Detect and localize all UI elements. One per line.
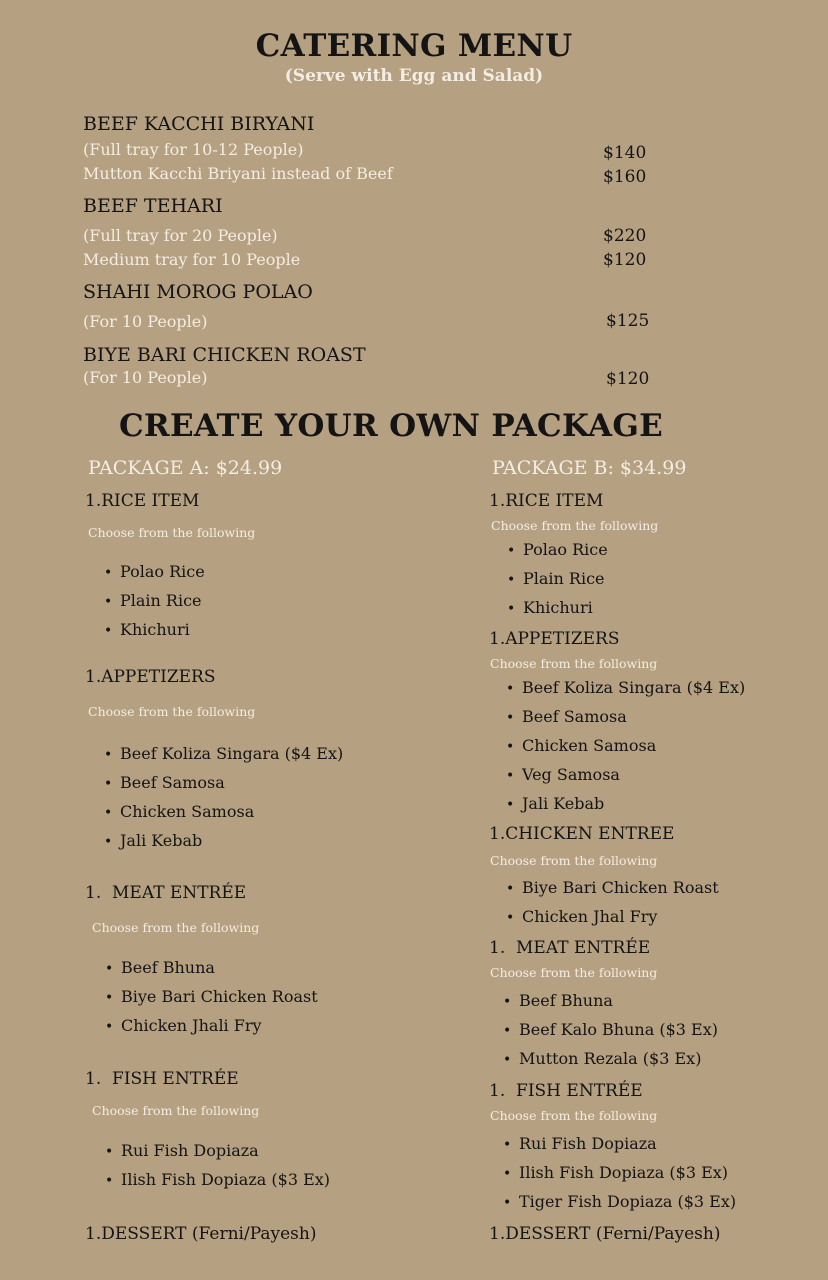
package-b-chicken-choose: Choose from the following bbox=[490, 853, 658, 868]
tehari-option-medium-tray: Medium tray for 10 People bbox=[83, 250, 301, 269]
package-a-fish-heading: 1. FISH ENTRÉE bbox=[85, 1069, 239, 1089]
package-b-chicken-item: • Biye Bari Chicken Roast bbox=[506, 878, 719, 897]
package-b-appetizer-item: • Chicken Samosa bbox=[506, 736, 656, 755]
tehari-price-full-tray: $220 bbox=[603, 226, 647, 246]
package-b-rice-item: • Khichuri bbox=[507, 598, 593, 617]
package-b-fish-heading: 1. FISH ENTRÉE bbox=[489, 1081, 643, 1101]
package-b-fish-item: • Ilish Fish Dopiaza ($3 Ex) bbox=[503, 1163, 728, 1182]
package-a-meat-item: • Chicken Jhali Fry bbox=[105, 1016, 262, 1035]
package-b-fish-item: • Tiger Fish Dopiaza ($3 Ex) bbox=[503, 1192, 736, 1211]
package-b-chicken-item: • Chicken Jhal Fry bbox=[506, 907, 657, 926]
tehari-option-full-tray: (Full tray for 20 People) bbox=[83, 226, 278, 245]
item-shahi-morog-polao: SHAHI MOROG POLAO bbox=[83, 281, 313, 303]
item-beef-tehari: BEEF TEHARI bbox=[83, 195, 223, 217]
package-a-appetizer-item: • Chicken Samosa bbox=[104, 802, 254, 821]
package-a-title: PACKAGE A: $24.99 bbox=[88, 457, 283, 479]
roast-option: (For 10 People) bbox=[83, 368, 208, 387]
package-b-rice-item: • Polao Rice bbox=[507, 540, 608, 559]
package-b-fish-item: • Rui Fish Dopiaza bbox=[503, 1134, 657, 1153]
kacchi-option-full-tray: (Full tray for 10-12 People) bbox=[83, 140, 304, 159]
package-a-meat-item: • Biye Bari Chicken Roast bbox=[105, 987, 318, 1006]
kacchi-price-mutton: $160 bbox=[603, 167, 647, 187]
package-a-appetizer-item: • Jali Kebab bbox=[104, 831, 202, 850]
package-b-appetizer-item: • Beef Samosa bbox=[506, 707, 627, 726]
package-b-meat-choose: Choose from the following bbox=[490, 965, 658, 980]
package-b-appetizer-item: • Veg Samosa bbox=[506, 765, 620, 784]
package-a-rice-item: • Polao Rice bbox=[104, 562, 205, 581]
package-b-meat-heading: 1. MEAT ENTRÉE bbox=[489, 938, 651, 958]
package-a-appetizer-item: • Beef Koliza Singara ($4 Ex) bbox=[104, 744, 343, 763]
package-a-appetizer-item: • Beef Samosa bbox=[104, 773, 225, 792]
package-a-fish-item: • Rui Fish Dopiaza bbox=[105, 1141, 259, 1160]
package-a-rice-item: • Khichuri bbox=[104, 620, 190, 639]
package-b-rice-item: • Plain Rice bbox=[507, 569, 605, 588]
package-a-meat-item: • Beef Bhuna bbox=[105, 958, 215, 977]
tehari-price-medium-tray: $120 bbox=[603, 250, 647, 270]
package-a-fish-choose: Choose from the following bbox=[92, 1103, 260, 1118]
package-b-appetizers-choose: Choose from the following bbox=[490, 656, 658, 671]
package-b-dessert: 1.DESSERT (Ferni/Payesh) bbox=[489, 1224, 721, 1244]
package-b-meat-item: • Beef Bhuna bbox=[503, 991, 613, 1010]
package-b-appetizers-heading: 1.APPETIZERS bbox=[489, 629, 620, 649]
package-a-rice-item: • Plain Rice bbox=[104, 591, 202, 610]
package-a-appetizers-heading: 1.APPETIZERS bbox=[85, 667, 216, 687]
package-a-rice-heading: 1.RICE ITEM bbox=[85, 491, 200, 511]
package-a-fish-item: • Ilish Fish Dopiaza ($3 Ex) bbox=[105, 1170, 330, 1189]
package-a-meat-heading: 1. MEAT ENTRÉE bbox=[85, 883, 247, 903]
kacchi-price-full-tray: $140 bbox=[603, 143, 647, 163]
item-beef-kacchi-biryani: BEEF KACCHI BIRYANI bbox=[83, 113, 315, 135]
menu-subtitle: (Serve with Egg and Salad) bbox=[284, 66, 544, 86]
package-a-meat-choose: Choose from the following bbox=[92, 920, 260, 935]
package-a-rice-choose: Choose from the following bbox=[88, 525, 256, 540]
package-b-title: PACKAGE B: $34.99 bbox=[492, 457, 687, 479]
menu-title: CATERING MENU bbox=[255, 28, 573, 64]
package-b-appetizer-item: • Beef Koliza Singara ($4 Ex) bbox=[506, 678, 745, 697]
package-b-meat-item: • Beef Kalo Bhuna ($3 Ex) bbox=[503, 1020, 718, 1039]
package-b-rice-choose: Choose from the following bbox=[491, 518, 659, 533]
package-b-chicken-heading: 1.CHICKEN ENTREE bbox=[489, 824, 675, 844]
roast-price: $120 bbox=[606, 369, 650, 389]
package-a-dessert: 1.DESSERT (Ferni/Payesh) bbox=[85, 1224, 317, 1244]
polao-option: (For 10 People) bbox=[83, 312, 208, 331]
package-b-meat-item: • Mutton Rezala ($3 Ex) bbox=[503, 1049, 701, 1068]
package-b-rice-heading: 1.RICE ITEM bbox=[489, 491, 604, 511]
packages-title: CREATE YOUR OWN PACKAGE bbox=[118, 408, 664, 444]
package-b-appetizer-item: • Jali Kebab bbox=[506, 794, 604, 813]
package-b-fish-choose: Choose from the following bbox=[490, 1108, 658, 1123]
polao-price: $125 bbox=[606, 311, 650, 331]
item-biye-bari-chicken-roast: BIYE BARI CHICKEN ROAST bbox=[83, 344, 366, 366]
kacchi-option-mutton: Mutton Kacchi Briyani instead of Beef bbox=[83, 164, 393, 183]
package-a-appetizers-choose: Choose from the following bbox=[88, 704, 256, 719]
